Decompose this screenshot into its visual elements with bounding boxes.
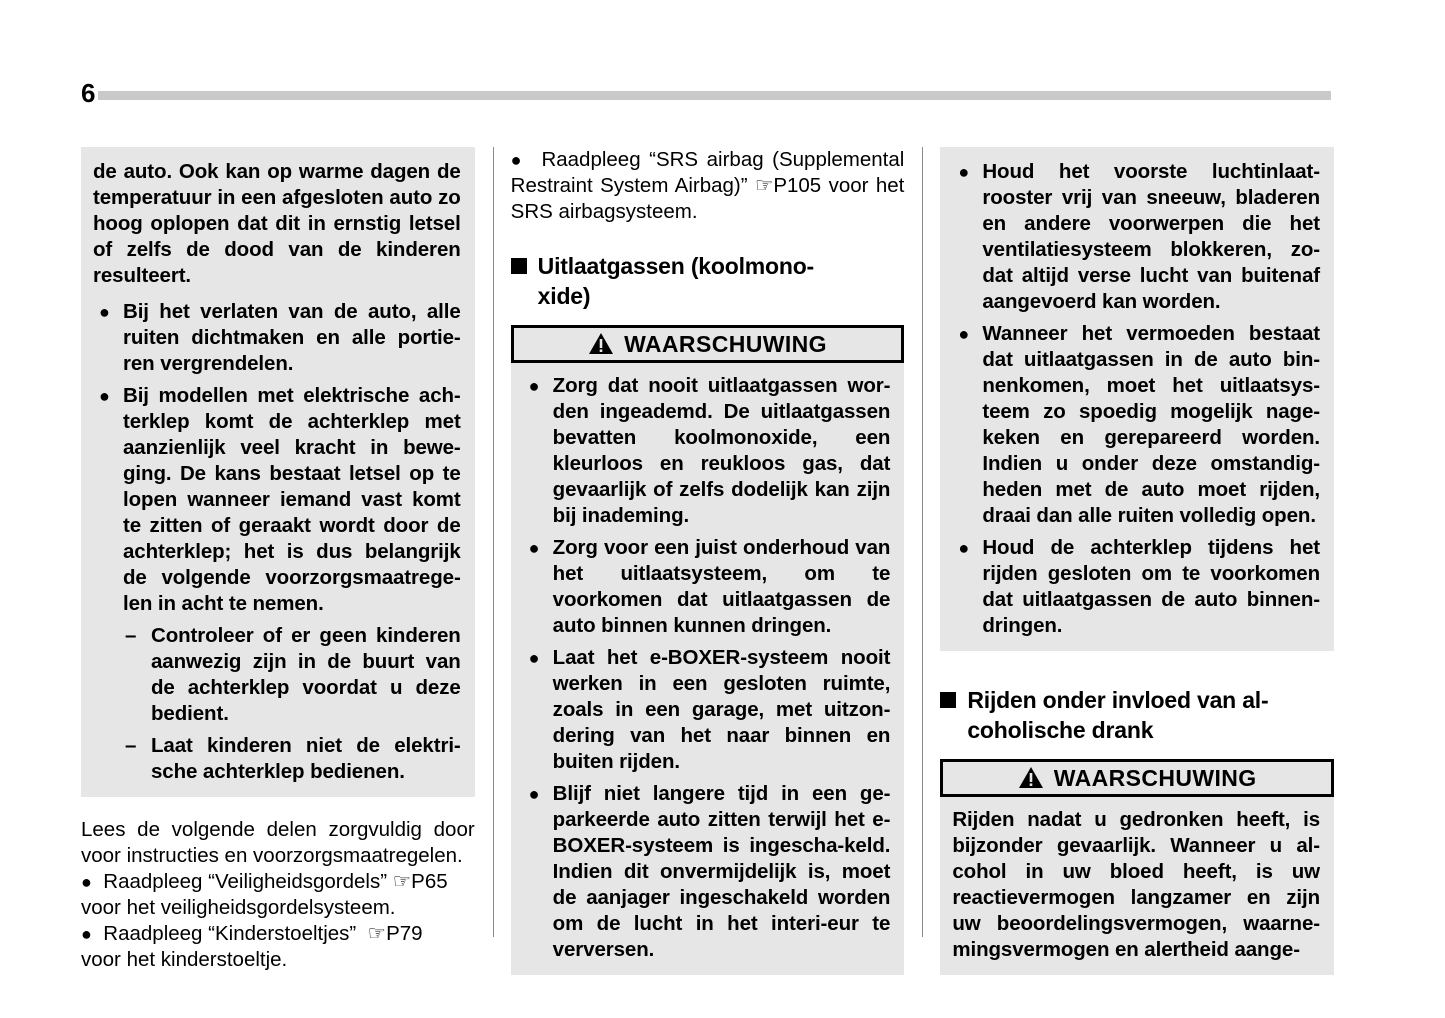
column-separator bbox=[922, 147, 923, 937]
warning-continuation-box-exhaust bbox=[940, 147, 1334, 651]
list-item-text: Zorg dat nooit uitlaatgassen wor-den ingeademd. De uitlaatgassen bevatten koolmonoxide, een kleurloos en reukloos gas, dat gevaarlijk of zelfs dodelijk kan zijn bij inademing. bbox=[552, 374, 891, 527]
reference-label: Raadpleeg “Veiligheidsgordels” bbox=[103, 870, 388, 893]
list-item bbox=[523, 781, 891, 963]
list-item bbox=[93, 383, 461, 617]
sub-list-item-text: Controleer of er geen kinderen aanwezig zijn in de buurt van de achterklep voordat u deze bedient. bbox=[151, 624, 461, 725]
column-2 bbox=[510, 147, 905, 961]
warning-body-alcohol bbox=[940, 797, 1334, 975]
section-heading-line-1: Rijden onder invloed van al- bbox=[967, 687, 1269, 713]
section-heading-drink-driving bbox=[940, 685, 1334, 745]
reference-suffix: voor het SRS airbagsysteem. bbox=[510, 174, 905, 223]
warning-banner bbox=[511, 325, 905, 363]
bullet-list bbox=[93, 299, 461, 785]
reference-item-srs-airbag bbox=[511, 147, 905, 225]
bullet-icon: ● bbox=[81, 924, 92, 944]
warning-body-exhaust bbox=[511, 363, 905, 975]
warning-banner-label: WAARSCHUWING bbox=[624, 330, 827, 357]
bullet-icon: ● bbox=[99, 302, 110, 322]
section-heading-line-2: coholische drank bbox=[967, 717, 1154, 743]
section-heading-exhaust-gases bbox=[511, 251, 905, 311]
reference-item-seatbelts bbox=[81, 869, 475, 921]
reference-label: Raadpleeg “Kinderstoeltjes” bbox=[103, 922, 357, 945]
section-heading-text bbox=[538, 251, 814, 311]
section-heading-text bbox=[967, 685, 1268, 745]
bullet-list bbox=[523, 373, 891, 963]
warning-banner bbox=[940, 759, 1334, 797]
warning-body-text: Rijden nadat u gedronken heeft, is bijzonder gevaarlijk. Wanneer u al-cohol in uw bloed heeft, is uw reactievermogen langzamer en zijn uw beoordelingsvermogen, waarne-mingsvermogen en alertheid aange- bbox=[952, 808, 1321, 961]
list-item-text: Zorg voor een juist onderhoud van het uitlaatsysteem, om te voorkomen dat uitlaatgassen de auto binnen kunnen dringen. bbox=[552, 536, 891, 637]
page-reference[interactable]: P79 bbox=[386, 922, 423, 945]
list-item bbox=[523, 535, 891, 639]
bullet-icon: ● bbox=[81, 872, 92, 892]
paragraph-lead: de auto. Ook kan op warme dagen de temperatuur in een afgesloten auto zo hoog oplopen dat dit in ernstig letsel of zelfs de dood van de kinderen resulteert. bbox=[93, 160, 461, 287]
list-item-text: Bij modellen met elektrische ach-terklep komt de achterklep met aanzienlijk veel kracht in bewe-ging. De kans bestaat letsel op te lopen wanneer iemand vast komt te zitten of geraakt wordt door de achterklep; het is dus belangrijk de volgende voorzorgsmaatrege-len in acht te nemen. bbox=[123, 384, 461, 615]
bullet-icon: ● bbox=[99, 386, 110, 406]
sub-list-item bbox=[93, 623, 461, 727]
page-reference[interactable]: P105 bbox=[773, 174, 822, 197]
bullet-icon: ● bbox=[528, 376, 540, 396]
sub-list-item bbox=[93, 733, 461, 785]
list-item bbox=[952, 321, 1320, 529]
warning-triangle-icon bbox=[1018, 766, 1044, 790]
black-square-bullet-icon bbox=[940, 692, 956, 708]
page-number: 6 bbox=[81, 78, 95, 108]
bullet-icon: ● bbox=[510, 150, 525, 170]
bullet-icon: ● bbox=[958, 324, 970, 344]
header-rule bbox=[98, 91, 1331, 100]
three-column-body bbox=[81, 147, 1334, 971]
list-item bbox=[523, 373, 891, 529]
list-item-text: Wanneer het vermoeden bestaat dat uitlaatgassen in de auto bin-nenkomen, moet het uitlaatsys-teem zo spoedig mogelijk nage-keken en gerepareerd worden. Indien u onder deze omstandig-heden met de auto moet rijden, draai dan alle ruiten volledig open. bbox=[982, 322, 1321, 527]
dash-icon: – bbox=[125, 624, 137, 647]
warning-continuation-box bbox=[81, 147, 475, 797]
page-reference[interactable]: P65 bbox=[411, 870, 448, 893]
warning-triangle-icon bbox=[588, 332, 614, 356]
reference-suffix: voor het kinderstoeltje. bbox=[81, 948, 288, 971]
reference-item-childseats bbox=[81, 921, 475, 973]
bullet-icon: ● bbox=[528, 784, 540, 804]
list-item bbox=[93, 299, 461, 377]
pointing-hand-icon: ☞ bbox=[754, 174, 774, 197]
column-gap-1 bbox=[475, 147, 511, 937]
black-square-bullet-icon bbox=[511, 258, 527, 274]
bullet-icon: ● bbox=[528, 648, 540, 668]
list-item-text: Bij het verlaten van de auto, alle ruiten dichtmaken en alle portie-ren vergrendelen. bbox=[123, 300, 461, 375]
bullet-list bbox=[952, 159, 1320, 639]
list-item-text: Blijf niet langere tijd in een ge-parkeerde auto zitten terwijl het e-BOXER-systeem is ingescha-keld. Indien dit onvermijdelijk is, moet de aanjager ingeschakeld worden om de lucht in het interi-eur te verversen. bbox=[552, 782, 891, 961]
intro-paragraph: Lees de volgende delen zorgvuldig door voor instructies en voorzorgsmaatregelen. bbox=[81, 818, 475, 867]
column-3 bbox=[940, 147, 1334, 961]
column-1 bbox=[81, 147, 475, 971]
reference-suffix: voor het veiligheidsgordelsysteem. bbox=[81, 896, 396, 919]
bullet-icon: ● bbox=[528, 538, 540, 558]
warning-banner-label: WAARSCHUWING bbox=[1053, 764, 1257, 791]
sub-list-item-text: Laat kinderen niet de elektri-sche achterklep bedienen. bbox=[151, 734, 461, 783]
list-item bbox=[523, 645, 891, 775]
list-item bbox=[952, 159, 1320, 315]
list-item bbox=[952, 535, 1320, 639]
section-heading-line-1: Uitlaatgassen (koolmono- bbox=[537, 253, 815, 279]
reference-label: Raadpleeg “SRS airbag (Supplemental Restraint System Airbag)” bbox=[510, 148, 905, 197]
bullet-icon: ● bbox=[958, 538, 970, 558]
list-item-text: Houd het voorste luchtinlaat-rooster vrij van sneeuw, bladeren en andere voorwerpen die het ventilatiesysteem blokkeren, zo-dat altijd verse lucht van buitenaf aangevoerd kan worden. bbox=[982, 160, 1321, 313]
page-header bbox=[81, 76, 1331, 110]
pointing-hand-icon: ☞ bbox=[392, 870, 412, 893]
list-item-text: Houd de achterklep tijdens het rijden gesloten om te voorkomen dat uitlaatgassen de auto binnen-dringen. bbox=[982, 536, 1321, 637]
pointing-hand-icon: ☞ bbox=[367, 922, 387, 945]
section-heading-line-2: xide) bbox=[537, 283, 591, 309]
list-item-text: Laat het e-BOXER-systeem nooit werken in een gesloten ruimte, zoals in een garage, met uitzon-dering van het naar binnen en buiten rijden. bbox=[552, 646, 891, 773]
bullet-icon: ● bbox=[958, 162, 970, 182]
column-gap-2 bbox=[904, 147, 940, 937]
dash-icon: – bbox=[125, 734, 137, 757]
column-separator bbox=[493, 147, 494, 937]
